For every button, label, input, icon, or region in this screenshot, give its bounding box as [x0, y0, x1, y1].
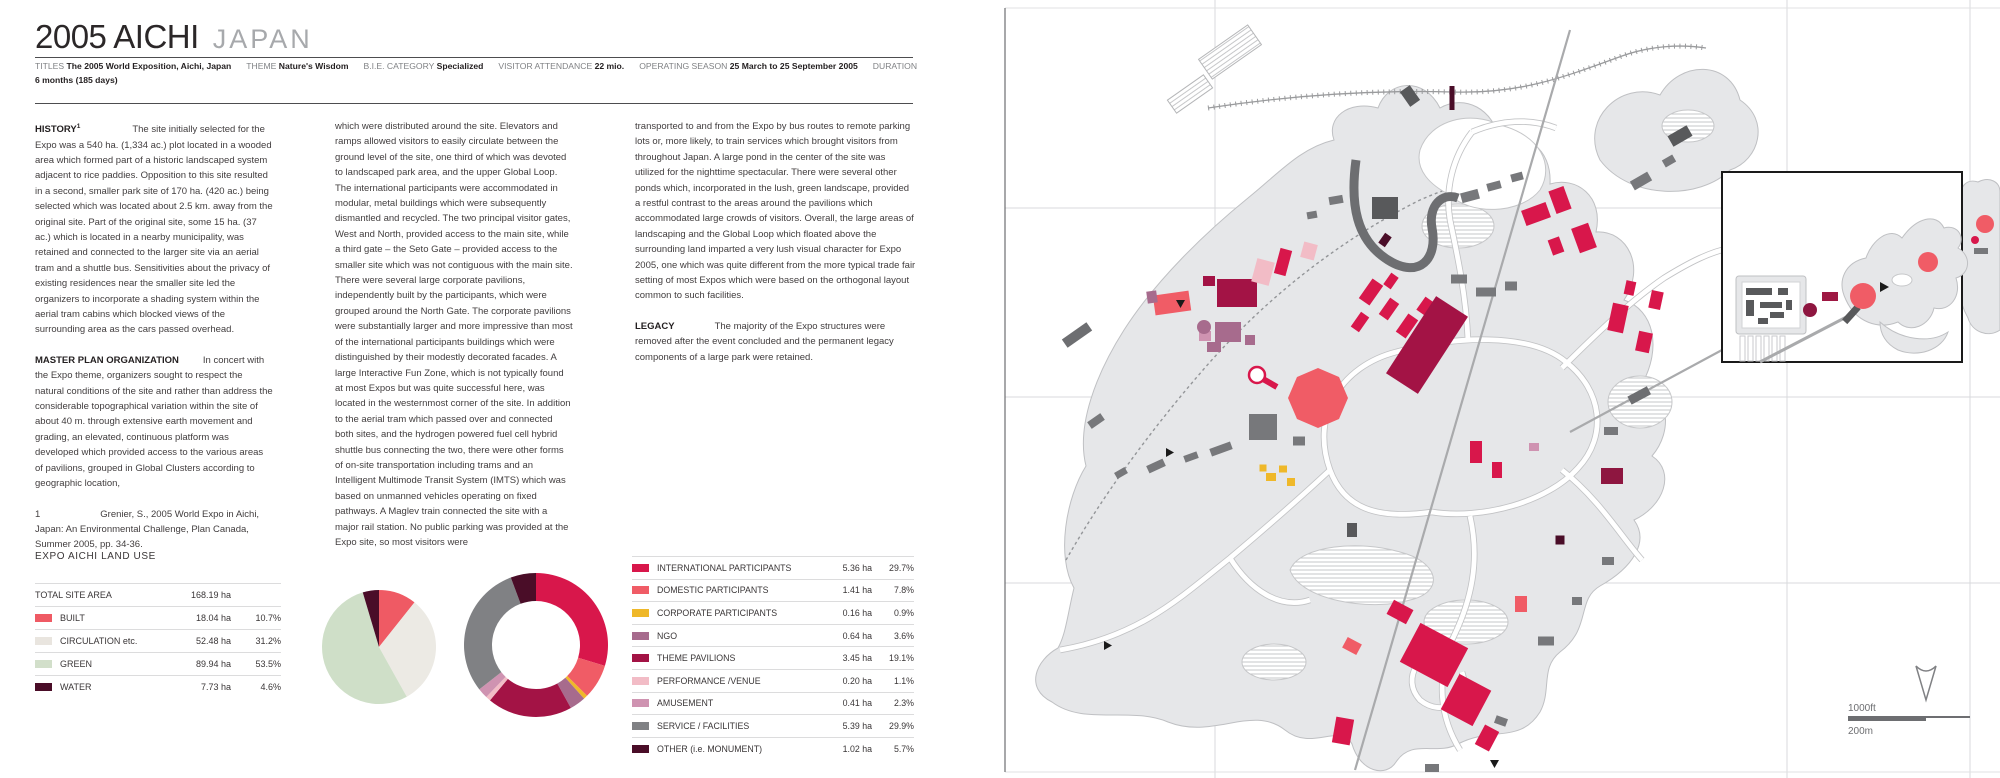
legend-row — [632, 556, 914, 579]
legend-area-value: 5.39 ha — [842, 720, 872, 731]
north-arrow-icon — [1916, 666, 1936, 700]
building-use-table — [632, 556, 914, 759]
legend-swatch — [632, 586, 649, 594]
map-terrain — [1036, 25, 1758, 771]
legend-label: AMUSEMENT — [657, 698, 714, 709]
map-building — [1287, 478, 1295, 486]
map-building — [1203, 276, 1215, 286]
legend-percent-value: 1.1% — [893, 675, 914, 686]
legend-row — [35, 675, 281, 698]
legend-swatch — [35, 683, 52, 691]
legend-swatch — [632, 609, 649, 617]
footnote-body: Grenier, S., 2005 World Expo in Aichi, Japan: An Environmental Challenge, Plan Canada, Summer 2005, pp. 34-36. — [35, 508, 260, 551]
map-building — [1505, 282, 1517, 291]
legend-area-value: 3.45 ha — [842, 653, 872, 664]
map-building — [1425, 764, 1439, 772]
column-3-body: transported to and from the Expo by bus routes to remote parking lots or, more likely, to train services which brought visitors from throughout Japan. A large pond in the center of the site was utilized for the nighttime spectacular. There were several other ponds which, incorporated in the lush, green landscape, provided a restful contrast to the areas around the pavilions which accommodated large crowds of visitors. Overall, the large areas of landscaping and the Global Loop which floated above the surrounding land imparted a very lush visual character for Expo 2005, one which was quite different from the more typical trade fair setting of most Expos which were based on the orthogonal layout common to such facilities. — [635, 121, 916, 302]
map-building — [1215, 322, 1241, 342]
map-building — [1279, 466, 1287, 473]
expo-country: JAPAN — [212, 24, 313, 54]
legend-row — [632, 579, 914, 602]
legend-percent-value: 0.9% — [893, 607, 914, 618]
map-building — [1266, 473, 1276, 481]
legend-label: SERVICE / FACILITIES — [657, 720, 750, 731]
legacy-heading: LEGACY — [635, 320, 675, 332]
legend-area-value: 0.20 ha — [842, 675, 872, 686]
legend-percent-value: 53.5% — [255, 659, 281, 669]
meta-item: THEME Nature's Wisdom — [246, 61, 349, 71]
legend-swatch — [632, 722, 649, 730]
scale-meters-label: 200m — [1848, 726, 1874, 737]
expo-title: 2005 AICHI — [35, 18, 199, 55]
map-building — [1146, 290, 1158, 303]
legend-label: INTERNATIONAL PARTICIPANTS — [657, 562, 792, 573]
legend-row — [632, 692, 914, 715]
chart-slice — [536, 573, 608, 666]
seto-dome-large — [1850, 283, 1876, 309]
metadata-bar — [35, 60, 918, 87]
legend-label: GREEN — [60, 659, 93, 669]
legend-area-value: 89.94 ha — [195, 659, 231, 669]
legend-swatch — [632, 699, 649, 707]
map-building — [1602, 557, 1614, 565]
legend-area-value: 0.64 ha — [842, 630, 872, 641]
map-building — [1601, 468, 1623, 484]
text-column-3 — [635, 119, 916, 380]
page-title — [35, 18, 313, 56]
legend-percent-value: 29.7% — [889, 562, 914, 573]
legend-row — [35, 629, 281, 652]
legend-label: THEME PAVILIONS — [657, 653, 736, 664]
map-building — [1207, 342, 1221, 352]
history-heading: HISTORY$^1$ — [35, 123, 81, 136]
legend-swatch — [632, 745, 649, 753]
legend-area-value: 18.04 ha — [195, 613, 231, 623]
legacy-body: The majority of the Expo structures were removed after the event concluded and the permanent legacy components of a large park were retained. — [635, 320, 894, 363]
map-building — [1572, 597, 1582, 605]
map-building — [1470, 441, 1482, 463]
legend-swatch — [632, 677, 649, 685]
legend-row — [632, 624, 914, 647]
legend-swatch — [632, 632, 649, 640]
legend-area-value: 1.41 ha — [842, 585, 872, 596]
fun-zone-dome — [1288, 368, 1348, 428]
legend-row — [632, 714, 914, 737]
legend-area-value: 0.16 ha — [842, 607, 872, 618]
legend-percent-value: 19.1% — [889, 653, 914, 664]
legend-label: DOMESTIC PARTICIPANTS — [657, 585, 769, 596]
legend-percent-value: 5.7% — [893, 743, 914, 754]
master-plan-body: In concert with the Expo theme, organizers sought to respect the natural conditions of the site and rather than address the considerable topographical variation within the site of about 40 m. through extensive earth movement and grading, an elevated, continuous platform was developed which provided access to the various areas of pavilions, grouped in Global Clusters according to geographic location, — [35, 354, 273, 490]
meta-duration-value: 6 months (185 days) — [35, 74, 118, 85]
legend-label: BUILT — [60, 613, 85, 623]
legend-row — [632, 737, 914, 760]
total-value: 168.19 ha — [190, 590, 231, 600]
map-building — [1604, 427, 1618, 435]
seto-inset — [1722, 172, 1968, 362]
legend-row — [632, 646, 914, 669]
legend-swatch — [35, 660, 52, 668]
meta-item: VISITOR ATTENDANCE 22 mio. — [498, 61, 625, 71]
land-use-pie-chart — [320, 588, 438, 706]
meta-item: TITLES The 2005 World Exposition, Aichi, Japan — [35, 61, 232, 71]
map-building — [1450, 86, 1455, 110]
legend-swatch — [35, 614, 52, 622]
meta-item: OPERATING SEASON 25 March to 25 September 2005 — [639, 61, 858, 71]
legend-row — [35, 606, 281, 629]
total-site-area-row — [35, 583, 281, 606]
legend-label: NGO — [657, 630, 678, 641]
master-plan-heading: MASTER PLAN ORGANIZATION — [35, 354, 179, 366]
map-scale-bar — [1848, 703, 1970, 737]
map-building — [1347, 523, 1357, 537]
map-building — [1476, 288, 1496, 297]
map-building — [1538, 637, 1554, 646]
land-use-title: EXPO AICHI LAND USE — [35, 551, 156, 562]
total-label: TOTAL SITE AREA — [35, 590, 112, 600]
maglev-station — [1372, 197, 1398, 219]
site-area-table — [35, 583, 281, 698]
legend-swatch — [632, 564, 649, 572]
legend-row — [35, 652, 281, 675]
legend-area-value: 1.02 ha — [842, 743, 872, 754]
legend-swatch — [35, 637, 52, 645]
scale-feet-label: 1000ft — [1848, 703, 1876, 714]
legend-area-value: 0.41 ha — [842, 698, 872, 709]
legend-label: CORPORATE PARTICIPANTS — [657, 607, 778, 618]
building-use-donut-chart — [462, 571, 610, 719]
chart-slice — [464, 578, 521, 690]
legend-area-value: 7.73 ha — [200, 682, 231, 692]
meta-item: B.I.E. CATEGORY Specialized — [363, 61, 484, 71]
map-building — [1556, 536, 1565, 545]
map-building — [1293, 437, 1305, 446]
legend-percent-value: 10.7% — [255, 613, 281, 623]
map-building — [1529, 443, 1539, 451]
legend-percent-value: 7.8% — [893, 585, 914, 596]
map-building — [1648, 290, 1663, 310]
legend-percent-value: 4.6% — [260, 682, 281, 692]
header-rule-bottom — [35, 103, 913, 104]
legend-label: OTHER (i.e. MONUMENT) — [657, 743, 763, 754]
history-body: The site initially selected for the Expo was a 540 ha. (1,334 ac.) plot located in a wooded area which formed part of a historic landscaped system adjacent to rice paddies. Opposition to this site resulted in a second, smaller park site of 170 ha. (420 ac.) being selected which was located about 2.5 km. away from the original site. Part of the original site, some 15 ha. (37 ac.) which is located in a nearby municipality, was retained and connected to the larger site via an aerial tram and a shuttle bus. Sensitivities about the privacy of existing residences near the smaller site led the organizers to incorporate a shading system within the aerial tram cabins which blocked views of the surrounding area as the cars passed overhead. — [35, 124, 273, 336]
text-column-1 — [35, 119, 273, 568]
map-building — [1260, 465, 1267, 472]
text-column-2 — [335, 119, 573, 565]
legend-row — [632, 669, 914, 692]
legend-label: WATER — [60, 682, 92, 692]
map-building — [1451, 275, 1467, 284]
legend-percent-value: 29.9% — [889, 720, 914, 731]
map-building — [1217, 279, 1257, 307]
legend-area-value: 52.48 ha — [195, 636, 231, 646]
map-building — [1245, 335, 1255, 345]
legend-area-value: 5.36 ha — [842, 562, 872, 573]
legend-percent-value: 2.3% — [893, 698, 914, 709]
map-building — [1515, 596, 1527, 612]
legend-swatch — [632, 654, 649, 662]
footnote-number: 1 — [35, 508, 41, 520]
legend-label: CIRCULATION etc. — [60, 636, 138, 646]
header-rule-top — [35, 57, 913, 58]
legend-percent-value: 31.2% — [255, 636, 281, 646]
seto-dome-small — [1918, 252, 1938, 272]
meta-item: DURATION — [872, 61, 918, 71]
column-2-body: which were distributed around the site. Elevators and ramps allowed visitors to easily circulate between the ground level of the site, one third of which was devoted to landscaped park area, and the upper Global Loop. The international participants were accommodated in modular, metal buildings which were subsequently dismantled and recycled. The two principal visitor gates, West and North, provided access to the main site, while a third gate – the Seto Gate – provided access to the smaller site which was not contiguous with the main site. There were several large corporate pavilions, independently built by the participants, which were grouped around the North Gate. The corporate pavilions were substantially larger and more impressive than most of the international participants buildings which were distinguished by their modestly decorated facades. A large Interactive Fun Zone, which is not typically found at most Expos but was quite successful here, was located in the westernmost corner of the site. In addition to the aerial tram which passed over and connected both sites, and the hydrogen powered fuel cell hybrid shuttle bus connecting the two, there were other forms of on-site transportation including trams and an Intelligent Multimode Transit System (IMTS) which was based on unmanned vehicles operating on fixed pathways. A Maglev train connected the site with a major rail station. No public parking was provided at the Expo site, so most visitors were — [335, 121, 573, 548]
map-building — [1249, 414, 1277, 440]
legend-row — [632, 601, 914, 624]
legend-label: PERFORMANCE /VENUE — [657, 675, 761, 686]
legend-percent-value: 3.6% — [893, 630, 914, 641]
map-building — [1492, 462, 1502, 478]
site-map — [1000, 0, 2000, 778]
